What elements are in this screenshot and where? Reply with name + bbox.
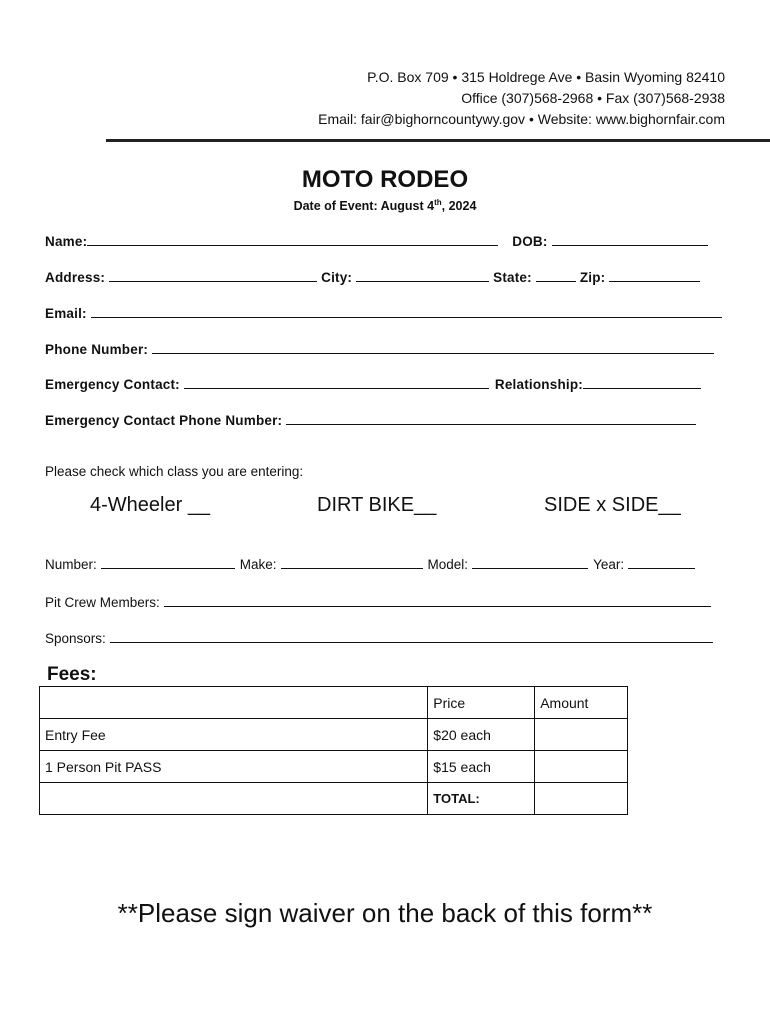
- emergency-phone-row: [45, 408, 696, 428]
- fee-item: [40, 783, 428, 815]
- vehicle-row: [45, 552, 695, 572]
- address-line-2: Office (307)568-2968 • Fax (307)568-2938: [461, 90, 725, 106]
- sponsors-label: Sponsors:: [45, 631, 106, 646]
- zip-field[interactable]: [609, 280, 700, 282]
- emergency-phone-field[interactable]: [286, 423, 696, 425]
- number-label: Number:: [45, 557, 97, 572]
- pit-crew-label: Pit Crew Members:: [45, 595, 160, 610]
- emergency-contact-label: Emergency Contact:: [45, 377, 180, 392]
- event-date: [0, 198, 770, 213]
- fee-total-cell[interactable]: [535, 783, 628, 815]
- emergency-contact-field[interactable]: [184, 387, 489, 389]
- fees-table: [39, 686, 628, 815]
- fees-heading: Fees:: [47, 664, 97, 685]
- number-field[interactable]: [101, 567, 235, 569]
- make-field[interactable]: [281, 567, 423, 569]
- fee-amount-cell[interactable]: [535, 751, 628, 783]
- fee-price: $20 each: [428, 719, 535, 751]
- phone-field[interactable]: [152, 352, 714, 354]
- fees-header-amount: Amount: [535, 687, 628, 719]
- address-row: [45, 265, 700, 285]
- model-label: Model:: [427, 557, 469, 572]
- header-divider: [106, 139, 770, 142]
- form-title: MOTO RODEO: [301, 166, 469, 193]
- city-label: City:: [321, 270, 353, 285]
- fee-amount-cell[interactable]: [535, 719, 628, 751]
- event-date-year: , 2024: [441, 199, 477, 214]
- phone-row: [45, 337, 714, 357]
- model-field[interactable]: [472, 567, 588, 569]
- state-label: State:: [493, 270, 532, 285]
- zip-label: Zip:: [579, 270, 606, 285]
- dob-field[interactable]: [552, 244, 708, 246]
- fees-header-item: [40, 687, 428, 719]
- pit-crew-field[interactable]: [164, 605, 711, 607]
- name-label: Name:: [45, 234, 88, 249]
- table-row: [40, 783, 628, 815]
- email-label: Email:: [45, 306, 87, 321]
- name-field[interactable]: [87, 244, 498, 246]
- address-line-3: Email: fair@bighorncountywy.gov • Website: www.bighornfair.com: [318, 111, 725, 127]
- class-option-dirt-bike[interactable]: DIRT BIKE__: [317, 494, 437, 516]
- address-line-1: P.O. Box 709 • 315 Holdrege Ave • Basin Wyoming 82410: [367, 69, 725, 85]
- relationship-label: Relationship:: [494, 377, 583, 392]
- waiver-note: **Please sign waiver on the back of this form**: [117, 898, 653, 928]
- year-field[interactable]: [628, 567, 695, 569]
- year-label: Year:: [593, 557, 625, 572]
- sponsors-field[interactable]: [110, 641, 713, 643]
- fee-total-label: TOTAL:: [428, 783, 535, 815]
- phone-label: Phone Number:: [45, 342, 149, 357]
- make-label: Make:: [239, 557, 277, 572]
- class-option-4-wheeler[interactable]: 4-Wheeler __: [90, 494, 211, 516]
- fee-item: Entry Fee: [40, 719, 428, 751]
- fees-header-price: Price: [428, 687, 535, 719]
- state-field[interactable]: [536, 280, 576, 282]
- email-field[interactable]: [91, 316, 722, 318]
- email-row: [45, 301, 722, 321]
- fees-header-row: [40, 687, 628, 719]
- fee-item: 1 Person Pit PASS: [40, 751, 428, 783]
- city-field[interactable]: [356, 280, 489, 282]
- relationship-field[interactable]: [583, 387, 701, 389]
- address-field[interactable]: [109, 280, 317, 282]
- dob-label: DOB:: [512, 234, 548, 249]
- class-option-side-by-side[interactable]: SIDE x SIDE__: [544, 494, 681, 516]
- event-date-ordinal: th: [434, 198, 442, 207]
- pit-crew-row: [45, 590, 711, 610]
- sponsors-row: [45, 626, 713, 646]
- table-row: [40, 751, 628, 783]
- emergency-phone-label: Emergency Contact Phone Number:: [45, 413, 283, 428]
- fee-price: $15 each: [428, 751, 535, 783]
- event-date-prefix: Date of Event: August 4: [293, 199, 435, 214]
- emergency-contact-row: [45, 372, 701, 392]
- class-prompt: Please check which class you are entering:: [45, 464, 304, 479]
- name-row: [45, 229, 708, 249]
- table-row: [40, 719, 628, 751]
- address-label: Address:: [45, 270, 106, 285]
